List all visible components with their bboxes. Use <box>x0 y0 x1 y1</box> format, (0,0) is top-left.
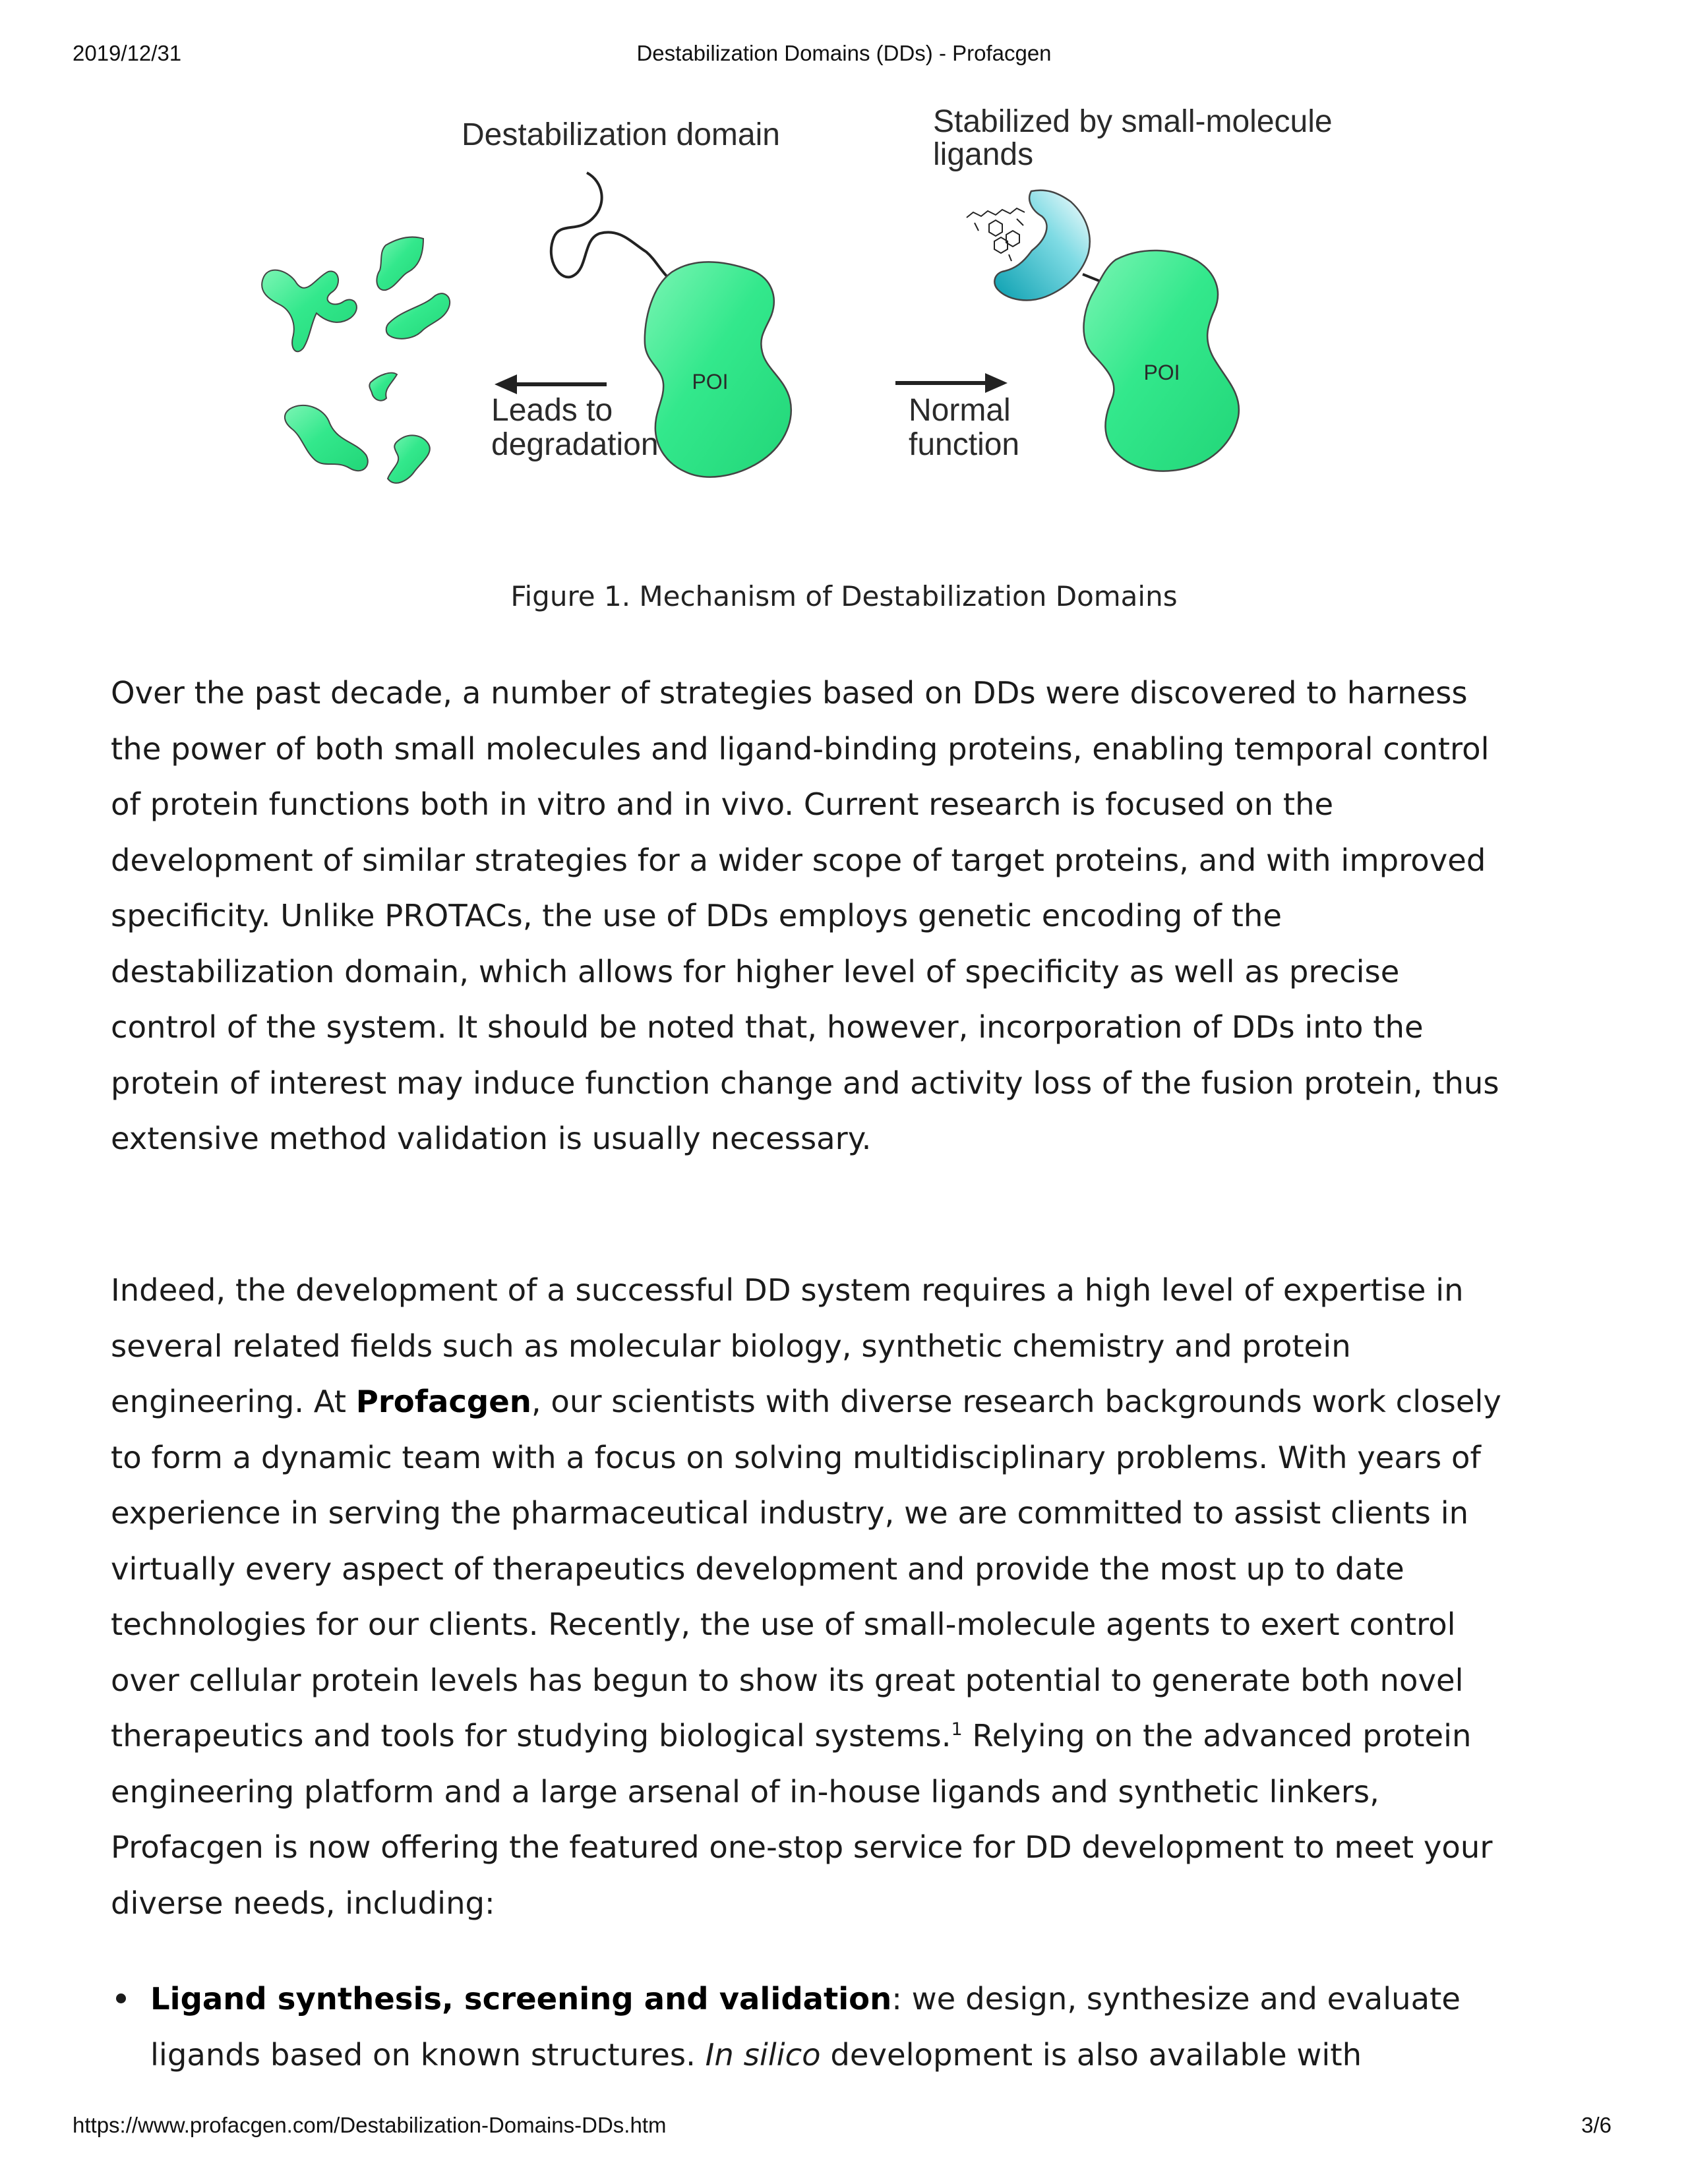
small-molecule-ligand-icon <box>967 208 1025 261</box>
fragment-6 <box>388 435 430 483</box>
print-date: 2019/12/31 <box>73 41 182 65</box>
fragment-5 <box>369 373 397 401</box>
destabilization-linker <box>551 173 669 278</box>
fragment-1 <box>262 270 357 352</box>
page-url: https://www.profacgen.com/Destabilization-Domains-DDs.htm <box>73 2113 667 2137</box>
paragraph-dd-strategies: Over the past decade, a number of strategies based on DDs were discovered to harness the power of both small molecules and ligand-binding proteins, enabling temporal control of protein functions both in vitro and in vivo. Current research is focused on the development of similar strategies for a wider scope of target proteins, and with improved specificity. Unlike PROTACs, the use of DDs employs genetic encoding of the destabilization domain, which allows for higher level of specificity as well as precise control of the system. It should be noted that, however, incorporation of DDs into the protein of interest may induce function change and activity loss of the fusion protein, thus extensive method validation is usually necessary. <box>111 675 1499 1156</box>
figure-caption: Figure 1. Mechanism of Destabilization Domains <box>510 580 1178 612</box>
bullet-icon <box>116 1993 126 2003</box>
p2-text-after-company: , our scientists with diverse research backgrounds work closely to form a dynamic team with a focus on solving multidisciplinary problems. With years of experience in serving the pharmaceutical industry, we are committed to assist clients in virtually every aspect of therapeutics development and provide the most up to date technologies for our clients. Recently, the use of small-molecule agents to exert control over cellular protein levels has begun to show its great potential to generate both novel therapeutics and tools for studying biological systems. <box>111 1384 1501 1754</box>
company-name: Profacgen <box>355 1384 531 1419</box>
service-italic-term: In silico <box>705 2036 821 2073</box>
poi-right-label: POI <box>1143 361 1180 384</box>
fragment-4 <box>285 405 368 471</box>
label-stabilized-line2: ligands <box>933 137 1034 172</box>
print-page-title: Destabilization Domains (DDs) - Profacgen <box>636 41 1052 65</box>
poi-left-label: POI <box>692 370 729 394</box>
paragraph-profacgen-expertise <box>111 1262 1515 1931</box>
label-normal-line1: Normal <box>909 393 1011 428</box>
arrow-left <box>495 374 607 394</box>
mechanism-figure <box>251 99 1385 527</box>
print-header <box>0 41 1688 70</box>
service-list <box>111 1971 1515 2082</box>
p2-text-after-ref: Relying on the advanced protein engineering platform and a large arsenal of in-house ligands and synthetic linkers, Profacgen is now offering the featured one-stop service for DD development to meet your diverse needs, including: <box>111 1718 1493 1921</box>
service-text-cont: development is also available with <box>820 2036 1362 2073</box>
print-footer <box>0 2113 1688 2142</box>
ligand-binding-domain <box>994 191 1089 301</box>
arrow-right <box>895 373 1008 393</box>
fragment-3 <box>386 293 450 339</box>
p2-text-before-company: Indeed, the development of a successful DD system requires a high level of expertise in several related fields such as molecular biology, synthetic chemistry and protein engineering. At <box>111 1272 1464 1419</box>
service-text: : we design, synthesize and evaluate ligands based on known structures. <box>150 1981 1461 2073</box>
list-item <box>111 1971 1515 2082</box>
label-normal-line2: function <box>909 427 1020 462</box>
label-destabilization-domain: Destabilization domain <box>462 117 780 152</box>
fragment-2 <box>377 237 423 291</box>
label-stabilized-line1: Stabilized by small-molecule <box>933 104 1333 139</box>
reference-marker: 1 <box>951 1719 963 1740</box>
label-leads-line2: degradation <box>491 427 659 462</box>
degraded-fragments <box>262 237 450 483</box>
label-leads-line1: Leads to <box>491 393 613 428</box>
service-title: Ligand synthesis, screening and validation <box>150 1981 892 2017</box>
page-number: 3/6 <box>1581 2113 1612 2137</box>
mechanism-diagram <box>251 99 1385 527</box>
